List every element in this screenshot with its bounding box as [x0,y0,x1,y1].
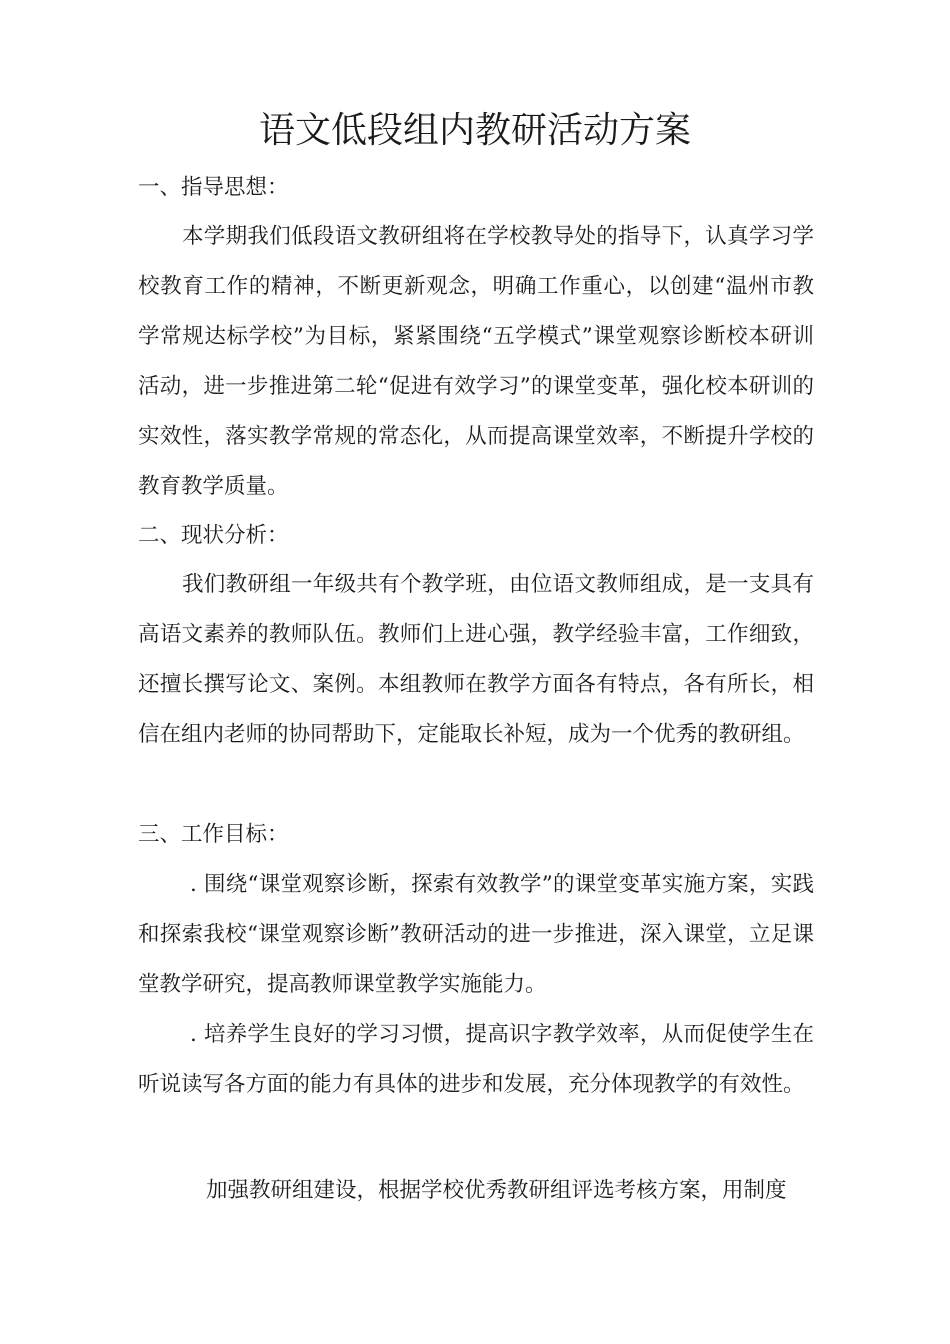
goal-item-2: . 培养学生良好的学习习惯，提高识字教学效率，从而促使学生在听说读写各方面的能力有具体的进步和发展，充分体现教学的有效性。 [138,1022,814,1097]
paragraph-guiding-ideology: 本学期我们低段语文教研组将在学校教导处的指导下，认真学习学校教育工作的精神，不断更新观念，明确工作重心，以创建“温州市教学常规达标学校”为目标，紧紧围绕“五学模式”课堂观察诊断校本研训活动，进一步推进第二轮“促进有效学习”的课堂变革，强化校本研训的实效性，落实教学常规的常态化，从而提高课堂效率，不断提升学校的教育教学质量。 [138,224,814,499]
document-title: 语文低段组内教研活动方案 [258,110,691,151]
section-heading-status-analysis: 二、现状分析： [138,523,289,548]
section-heading-guiding-ideology: 一、指导思想： [138,175,289,200]
paragraph-status-analysis: 我们教研组一年级共有个教学班，由位语文教师组成，是一支具有高语文素养的教师队伍。教师们上进心强，教学经验丰富，工作细致，还擅长撰写论文、案例。本组教师在教学方面各有特点，各有所长，相信在组内老师的协同帮助下，定能取长补短，成为一个优秀的教研组。 [138,572,814,747]
goal-item-3: 加强教研组建设，根据学校优秀教研组评选考核方案，用制度 [206,1178,787,1203]
section-heading-work-goals: 三、工作目标： [138,822,289,847]
goal-item-1: . 围绕“课堂观察诊断，探索有效教学”的课堂变革实施方案，实践和探索我校“课堂观察诊断”教研活动的进一步推进，深入课堂，立足课堂教学研究，提高教师课堂教学实施能力。 [138,872,814,997]
